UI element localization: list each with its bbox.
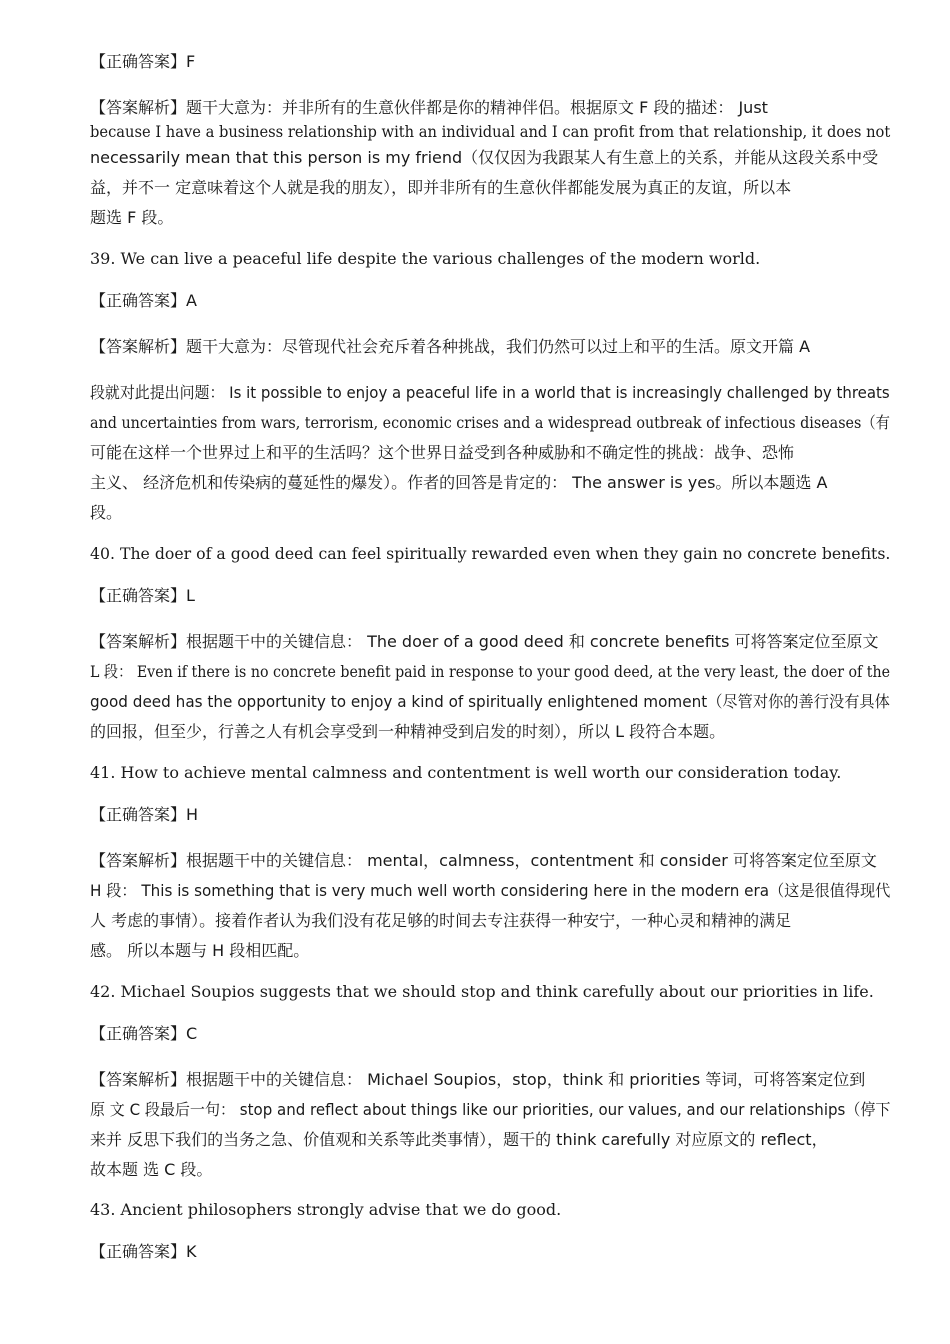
explanation-line: 【答案解析】根据题干中的关键信息： mental，calmness，contentment 和 consider 可将答案定位至原文 xyxy=(90,851,877,870)
answer-line: 【正确答案】C xyxy=(90,1024,198,1043)
explanation-line: L 段： Even if there is no concrete benefit paid in response to your good deed, at the very least, the doer of the xyxy=(90,662,891,681)
explanation-line: 的回报，但至少，行善之人有机会享受到一种精神受到启发的时刻），所以 L 段符合本题。 xyxy=(90,722,726,741)
explanation-line: 【答案解析】题干大意为：尽管现代社会充斥着各种挑战，我们仍然可以过上和平的生活。原文开篇 A xyxy=(90,337,811,356)
answer-line: 【正确答案】F xyxy=(90,52,196,71)
explanation-line: 人 考虑的事情）。接着作者认为我们没有花足够的时间去专注获得一种安宁，一种心灵和精神的满足 xyxy=(90,911,792,930)
answer-line: 【正确答案】K xyxy=(90,1242,197,1261)
explanation-line: 来并 反思下我们的当务之急、价值观和关系等此类事情），题干的 think carefully 对应原文的 reflect， xyxy=(90,1130,828,1149)
question-line: 41. How to achieve mental calmness and contentment is well worth our consideration today. xyxy=(90,763,842,782)
question-line: 39. We can live a peaceful life despite the various challenges of the modern world. xyxy=(90,249,761,268)
explanation-line: 【答案解析】根据题干中的关键信息： The doer of a good deed 和 concrete benefits 可将答案定位至原文 xyxy=(90,632,879,651)
question-line: 42. Michael Soupios suggests that we should stop and think carefully about our priorities in life. xyxy=(90,982,874,1001)
explanation-line: H 段： This is something that is very much well worth considering here in the modern era（这是很值得现代 xyxy=(90,881,891,900)
explanation-line: 【答案解析】题干大意为：并非所有的生意伙伴都是你的精神伴侣。根据原文 F 段的描述： Just xyxy=(90,98,768,117)
answer-line: 【正确答案】L xyxy=(90,586,195,605)
explanation-line: because I have a business relationship with an individual and I can profit from that relationship, it does not xyxy=(90,122,891,141)
explanation-line: necessarily mean that this person is my friend（仅仅因为我跟某人有生意上的关系，并能从这段关系中受 xyxy=(90,148,879,167)
explanation-line: and uncertainties from wars, terrorism, economic crises and a widespread outbreak of infectious diseases（有 xyxy=(90,413,890,432)
explanation-line: 原 文 C 段最后一句： stop and reflect about things like our priorities, our values, and our relationships（停下 xyxy=(90,1100,891,1119)
explanation-line: 主义、 经济危机和传染病的蔓延性的爆发）。作者的回答是肯定的： The answer is yes。所以本题选 A xyxy=(90,473,828,492)
question-line: 40. The doer of a good deed can feel spiritually rewarded even when they gain no concrete benefits. xyxy=(90,544,891,563)
explanation-line: 益，并不一 定意味着这个人就是我的朋友），即并非所有的生意伙伴都能发展为真正的友谊，所以本 xyxy=(90,178,792,197)
explanation-line: 感。 所以本题与 H 段相匹配。 xyxy=(90,941,310,960)
explanation-line: 段就对此提出问题： Is it possible to enjoy a peaceful life in a world that is increasingly challenged by threats xyxy=(90,383,890,402)
question-line: 43. Ancient philosophers strongly advise that we do good. xyxy=(90,1200,562,1219)
explanation-line: 段。 xyxy=(90,503,123,522)
explanation-line: good deed has the opportunity to enjoy a kind of spiritually enlightened moment（尽管对你的善行没有具体 xyxy=(90,692,890,711)
answer-line: 【正确答案】A xyxy=(90,291,197,310)
explanation-line: 可能在这样一个世界过上和平的生活吗？这个世界日益受到各种威胁和不确定性的挑战：战争、恐怖 xyxy=(90,443,795,462)
explanation-line: 故本题 选 C 段。 xyxy=(90,1160,213,1179)
answer-line: 【正确答案】H xyxy=(90,805,199,824)
explanation-line: 题选 F 段。 xyxy=(90,208,174,227)
explanation-line: 【答案解析】根据题干中的关键信息： Michael Soupios，stop，think 和 priorities 等词，可将答案定位到 xyxy=(90,1070,866,1089)
